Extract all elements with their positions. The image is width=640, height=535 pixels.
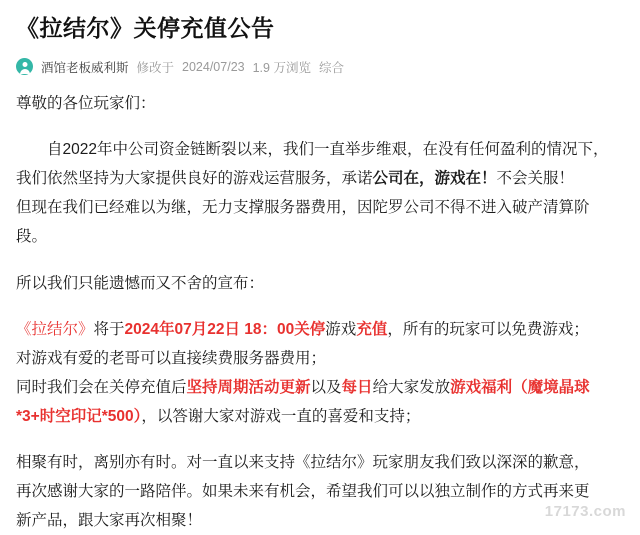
user-avatar-icon — [16, 58, 33, 75]
article-category[interactable]: 综合 — [318, 60, 344, 75]
paragraph-announce-intro — [16, 270, 624, 297]
text-run-highlight: 坚持周期活动更新 — [186, 378, 311, 396]
paragraph-line — [16, 374, 624, 401]
paragraph-line — [16, 194, 624, 221]
spacer — [16, 299, 624, 316]
text-run: 游戏 — [325, 320, 357, 338]
text-run: 新产品，跟大家再次相聚！ — [16, 512, 203, 530]
text-run: 同时我们会在关停充值后 — [16, 378, 187, 396]
text-run: 段。 — [16, 228, 48, 246]
article-author[interactable]: 酒馆老板威利斯 — [41, 60, 129, 75]
paragraph-line — [16, 223, 624, 250]
text-run: 尊敬的各位玩家们： — [16, 94, 156, 112]
text-run: ，所有的玩家可以免费游戏； — [387, 320, 589, 338]
article-views: 1.9 万浏览 — [252, 60, 311, 75]
text-run-highlight: 充值 — [356, 320, 388, 338]
article-meta — [16, 58, 624, 76]
text-run: 再次感谢大家的一路陪伴。如果未来有机会，希望我们可以以独立制作的方式再来更 — [16, 483, 590, 501]
text-run-highlight: 2024年07月22日 18：00关停 — [124, 320, 326, 338]
paragraph-greeting — [16, 90, 624, 117]
text-run-emphasis: 公司在，游戏在！ — [372, 170, 497, 188]
paragraph-line — [16, 165, 624, 192]
text-run: ，以答谢大家对游戏一直的喜爱和支持； — [141, 408, 421, 426]
paragraph-line — [16, 478, 624, 505]
spacer — [16, 432, 624, 449]
paragraph-line — [16, 507, 624, 534]
edited-label: 修改于 — [136, 60, 175, 75]
text-run: 对游戏有爱的老哥可以直接续费服务器费用； — [16, 349, 327, 367]
text-run-highlight: *3+时空印记*500） — [16, 408, 142, 426]
text-run: 但现在我们已经难以为继，无力支撑服务器费用，因陀罗公司不得不进入破产清算阶 — [16, 199, 590, 217]
article-date: 2024/07/23 — [182, 59, 245, 74]
text-run-highlight: 每日 — [341, 378, 373, 396]
site-watermark: 17173.com — [544, 503, 626, 520]
paragraph-line — [16, 403, 624, 430]
text-run: 自2022年中公司资金链断裂以来，我们一直举步维艰，在没有任何盈利的情况下， — [16, 141, 609, 159]
text-run: 我们依然坚持为大家提供良好的游戏运营服务，承诺 — [16, 170, 373, 188]
text-run: 相聚有时，离别亦有时。对一直以来支持《拉结尔》玩家朋友我们致以深深的歉意， — [16, 454, 590, 472]
text-run-highlight: 游戏福利（魔境晶球 — [450, 378, 590, 396]
article-body — [16, 90, 624, 535]
spacer — [16, 253, 624, 270]
text-run: 将于 — [93, 320, 125, 338]
text-run: 给大家发放 — [372, 378, 451, 396]
paragraph-line — [16, 449, 624, 476]
text-run: 以及 — [310, 378, 342, 396]
text-run-highlight: 《拉结尔》 — [16, 320, 94, 338]
spacer — [16, 119, 624, 136]
paragraph-line — [16, 316, 624, 343]
page-title: 《拉结尔》关停充值公告 — [16, 15, 275, 41]
paragraph-line — [16, 136, 624, 163]
paragraph-line — [16, 345, 624, 372]
text-run: 不会关服！ — [496, 170, 575, 188]
text-run: 所以我们只能遗憾而又不舍的宣布： — [16, 274, 265, 292]
